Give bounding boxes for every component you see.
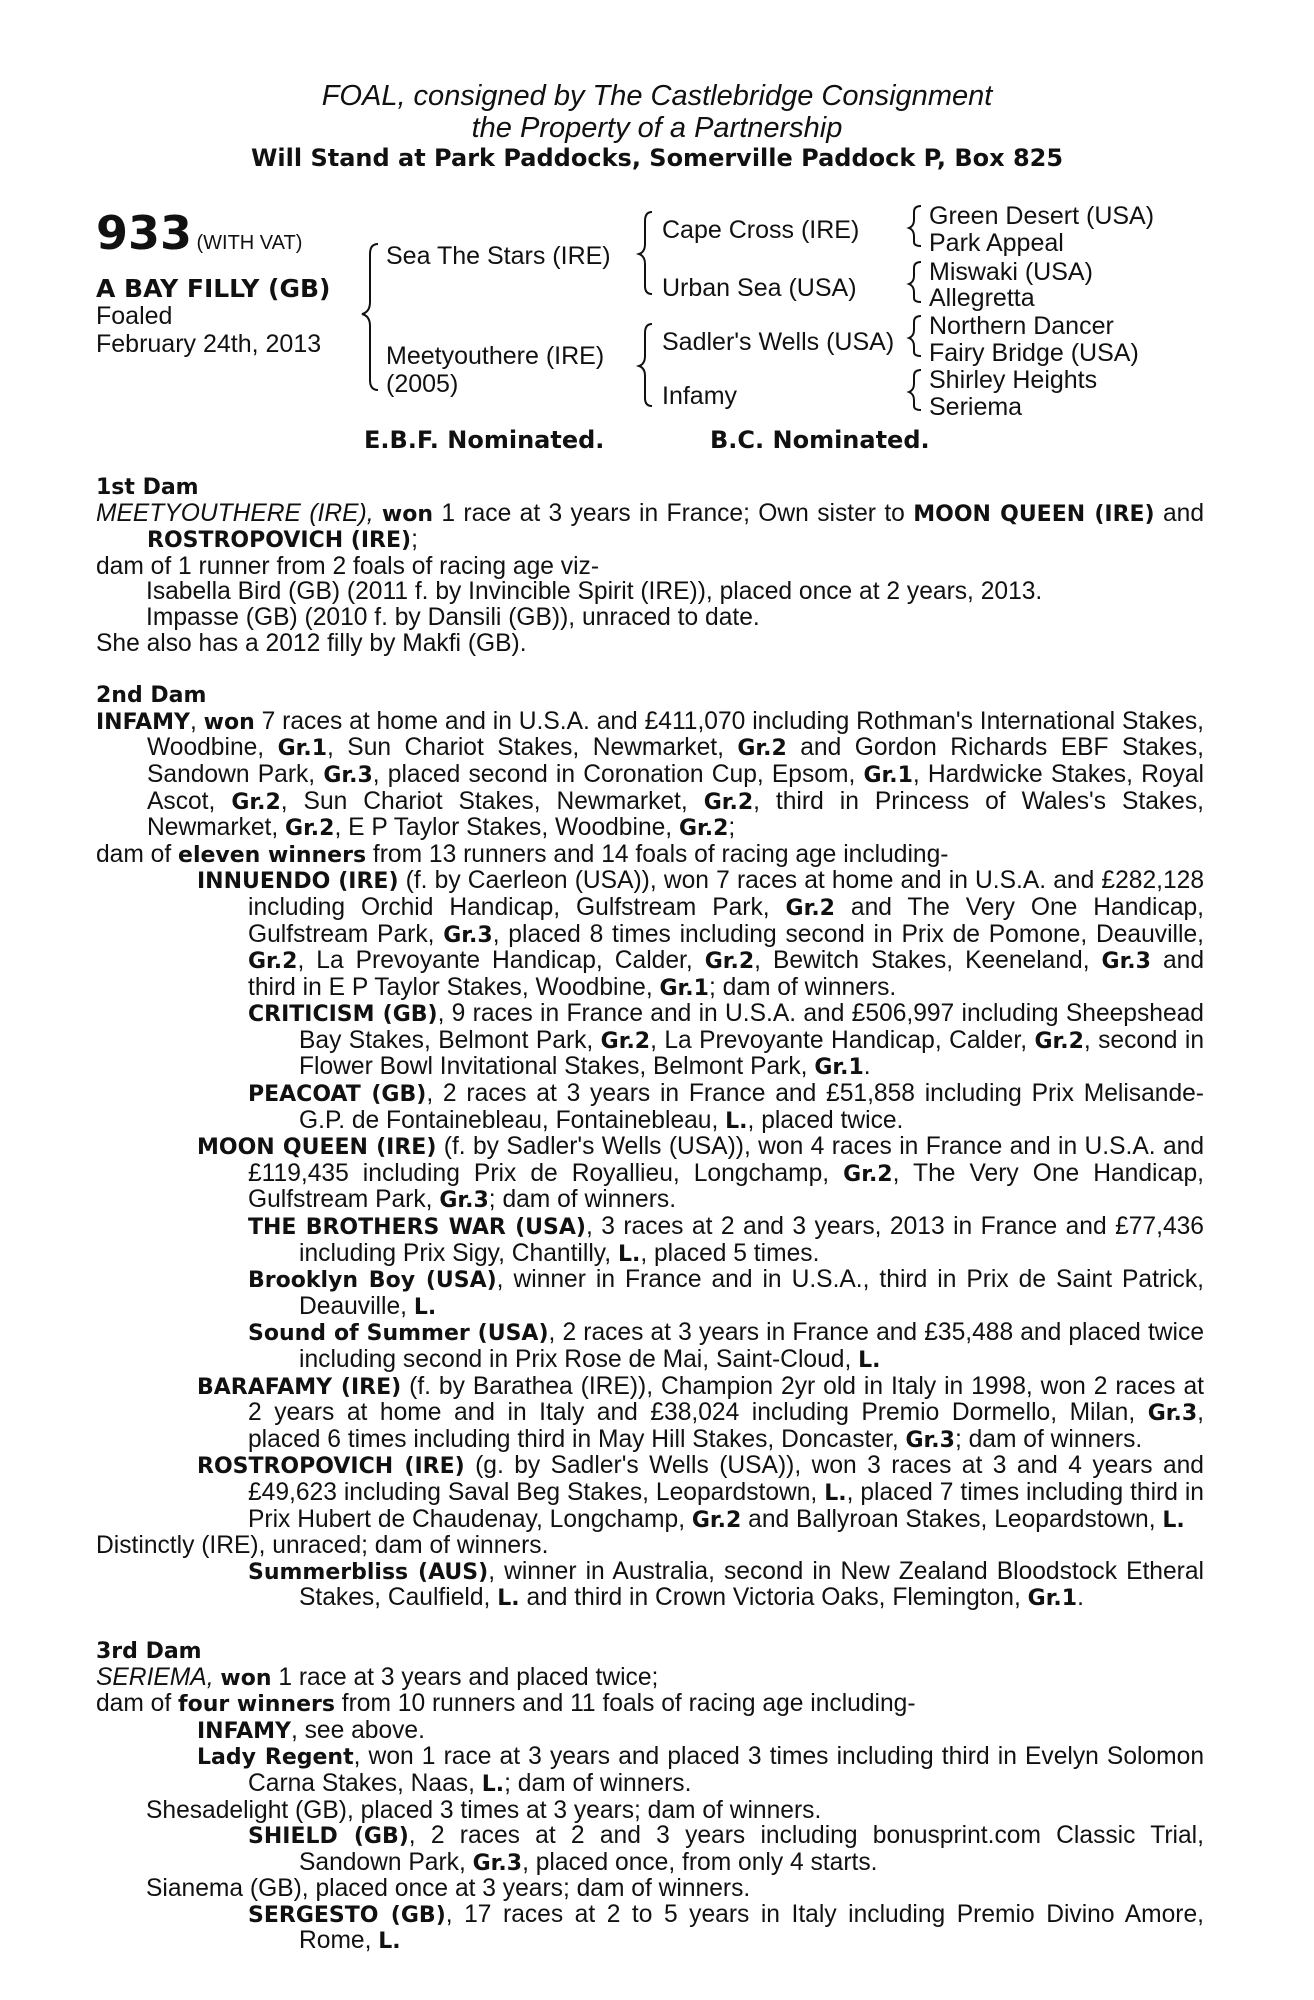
- grade: Gr.2: [231, 789, 281, 815]
- text: ; dam of winners.: [504, 1769, 692, 1797]
- produce-entry: Isabella Bird (GB) (2011 f. by Invincible Spirit (IRE)), placed once at 2 years, 2013.: [146, 578, 1043, 606]
- sire-sire-sire: Green Desert (USA): [929, 202, 1155, 230]
- won-label: won: [203, 709, 255, 735]
- listed: L.: [497, 1586, 520, 1612]
- brothers-war-record: [96, 1214, 1204, 1267]
- grade: Gr.1: [863, 762, 913, 788]
- lot-name: A BAY FILLY (GB): [96, 274, 331, 303]
- dam-dam-dam: Seriema: [929, 393, 1023, 421]
- sianema-record: Sianema (GB), placed once at 3 years; dam of winners.: [146, 1875, 751, 1903]
- barafamy-record: [96, 1374, 1204, 1454]
- produce-entry: Impasse (GB) (2010 f. by Dansili (GB)), unraced to date.: [146, 603, 760, 631]
- text: , La Prevoyante Handicap, Calder,: [297, 947, 705, 975]
- rostropovich-record: [96, 1453, 1204, 1533]
- horse-name: INFAMY: [197, 1718, 291, 1744]
- text: (f. by Sadler's Wells (USA)), won 4 races in France and in U.S.A. and £119,435 including Prix de Royallieu, Longchamp,: [248, 1133, 1204, 1187]
- won-label: won: [220, 1665, 272, 1691]
- grade: Gr.3: [323, 762, 373, 788]
- text: , Sun Chariot Stakes, Newmarket,: [327, 734, 738, 762]
- dam: Meetyouthere (IRE): [386, 342, 605, 370]
- text: dam of: [96, 840, 179, 868]
- grade: Gr.2: [737, 736, 787, 762]
- grade: Gr.3: [1101, 949, 1151, 975]
- moon-queen-record: [96, 1134, 1204, 1214]
- horse-name: SERGESTO (GB): [248, 1902, 446, 1928]
- horse-name: MOON QUEEN (IRE): [197, 1135, 437, 1161]
- sire: Sea The Stars (IRE): [386, 242, 611, 270]
- won-label: won: [381, 501, 434, 527]
- first-dam-note: She also has a 2012 filly by Makfi (GB).: [96, 629, 527, 657]
- listed: L.: [378, 1929, 401, 1955]
- grade: Gr.2: [785, 895, 835, 921]
- shield-record: [96, 1823, 1204, 1876]
- listed: L.: [858, 1348, 881, 1373]
- peacoat-record: [96, 1081, 1204, 1134]
- grade: Gr.1: [659, 975, 709, 1001]
- grade: Gr.2: [248, 949, 298, 975]
- grade: Gr.2: [704, 949, 755, 975]
- grade: Gr.3: [1147, 1401, 1198, 1427]
- grade: Gr.1: [277, 736, 328, 762]
- text: , Hardwicke Stakes, Royal Ascot,: [147, 760, 1204, 815]
- winners-count: eleven winners: [178, 842, 367, 868]
- horse-name: BARAFAMY (IRE): [197, 1374, 402, 1400]
- text: , Sun Chariot Stakes, Newmarket,: [280, 787, 704, 815]
- second-dam-heading: [96, 682, 1204, 709]
- text: (f. by Barathea (IRE)), Champion 2yr old in Italy in 1998, won 2 races at 2 years at home and in Italy and £38,024 including Premio Dormello, Milan,: [248, 1372, 1204, 1427]
- text: , placed twice.: [747, 1106, 904, 1134]
- text: , 3 races at 2 and 3 years, 2013 in France and £77,436 including Prix Sigy, Chantilly,: [299, 1213, 1204, 1267]
- text: (f. by Caerleon (USA)), won 7 races at home and in U.S.A. and £282,128 including Orchid Handicap, Gulfstream Park,: [248, 867, 1204, 921]
- grade: Gr.2: [691, 1507, 742, 1533]
- text: , Bewitch Stakes, Keeneland,: [754, 947, 1102, 975]
- lady-regent-record: [96, 1744, 1204, 1797]
- heading-text: 3rd Dam: [96, 1638, 202, 1664]
- text: from 13 runners and 14 foals of racing age including-: [366, 840, 949, 868]
- text: and Ballyroan Stakes, Leopardstown,: [741, 1505, 1163, 1533]
- text: , 17 races at 2 to 5 years in Italy including Premio Divino Amore, Rome,: [299, 1900, 1204, 1955]
- horse-name: PEACOAT (GB): [248, 1082, 427, 1108]
- text: , placed 5 times.: [640, 1239, 820, 1267]
- second-dam-produce-summary: [96, 842, 1204, 869]
- text: and: [1154, 499, 1205, 527]
- text: ;: [728, 814, 736, 842]
- text: , 9 races in France and in U.S.A. and £506,997 including Sheepshead Bay Stakes, Belmont Park,: [299, 1000, 1204, 1054]
- dam-name: SERIEMA,: [96, 1663, 214, 1691]
- listed: L.: [824, 1480, 847, 1506]
- sire-dam-sire: Miswaki (USA): [929, 258, 1093, 286]
- text: ; dam of winners.: [488, 1186, 677, 1214]
- grade: Gr.2: [843, 1161, 893, 1187]
- text: , winner in France and in U.S.A., third in Prix de Saint Patrick, Deauville,: [299, 1266, 1204, 1320]
- dam-sire: Sadler's Wells (USA): [662, 328, 895, 356]
- foaled-date: February 24th, 2013: [96, 330, 322, 358]
- distinctly-record: Distinctly (IRE), unraced; dam of winners.: [96, 1532, 549, 1560]
- dam-name: MEETYOUTHERE (IRE),: [96, 499, 374, 527]
- dam-sire-sire: Northern Dancer: [929, 312, 1114, 340]
- horse-name: Lady Regent: [197, 1745, 354, 1771]
- listed: L.: [481, 1771, 505, 1797]
- grade: Gr.2: [1034, 1028, 1084, 1054]
- sound-of-summer-record: [96, 1320, 1204, 1373]
- sire-sire: Cape Cross (IRE): [662, 216, 860, 244]
- horse-name: Brooklyn Boy (USA): [248, 1268, 497, 1294]
- winners-count: four winners: [178, 1692, 335, 1718]
- text: , placed 6 times including third in May Hill Stakes, Doncaster,: [248, 1399, 1204, 1453]
- sire-dam: Urban Sea (USA): [662, 274, 857, 302]
- dam-dam: Infamy: [662, 382, 738, 410]
- vat-note: (WITH VAT): [196, 232, 303, 254]
- text: , won 1 race at 3 years and placed 3 times including third in Evelyn Solomon Carna Stakes, Naas,: [248, 1743, 1204, 1797]
- text: , The Very One Handicap, Gulfstream Park,: [248, 1159, 1204, 1214]
- text: , placed once, from only 4 starts.: [522, 1848, 878, 1876]
- horse-name: INNUENDO (IRE): [197, 869, 399, 895]
- consignor-line: FOAL, consigned by The Castlebridge Consignment: [321, 80, 993, 112]
- text: (g. by Sadler's Wells (USA)), won 3 races at 3 and 4 years and £49,623 including Saval Beg Stakes, Leopardstown,: [248, 1452, 1204, 1506]
- sire-dam-dam: Allegretta: [929, 284, 1035, 312]
- grade: Gr.2: [285, 816, 335, 842]
- heading-text: 1st Dam: [96, 475, 199, 500]
- horse-name: MOON QUEEN (IRE): [913, 501, 1155, 527]
- listed: L.: [413, 1294, 437, 1320]
- text: , placed second in Coronation Cup, Epsom,: [372, 760, 864, 788]
- grade: Gr.2: [678, 816, 729, 842]
- text: , placed 8 times including second in Prix de Pomone, Deauville,: [492, 920, 1204, 948]
- infamy-record: INFAMY, won 7 races at home and in U.S.A. and £411,070 including Rothman's International Stakes, Woodbine, Gr.1, Sun Chariot Stakes, Newmarket, Gr.2 and Gordon Richards EBF Stakes, Sandown Park, Gr.3, placed second in Coronation Cup, Epsom, Gr.1, Hardwicke Stakes, Royal Ascot, Gr.2, Sun Chariot Stakes, Newmarket, Gr.2, third in Princess of Wales's Stakes, Newmarket, Gr.2, E P Taylor Stakes, Woodbine, Gr.2;: [96, 707, 1205, 842]
- horse-name: Summerbliss (AUS): [248, 1559, 489, 1585]
- sire-sire-dam: Park Appeal: [929, 229, 1064, 257]
- text: from 10 runners and 11 foals of racing age including-: [334, 1690, 916, 1718]
- text: , third in Princess of Wales's Stakes, Newmarket,: [147, 787, 1204, 842]
- catalogue-body: [96, 474, 1204, 1955]
- listed: L.: [1162, 1507, 1185, 1533]
- grade: Gr.3: [905, 1427, 955, 1453]
- text: .: [1077, 1584, 1084, 1612]
- listed: L.: [617, 1241, 641, 1267]
- text: 1 race at 3 years and placed twice;: [271, 1663, 659, 1691]
- text: , second in Flower Bowl Invitational Stakes, Belmont Park,: [299, 1026, 1204, 1081]
- dam-year: (2005): [386, 370, 459, 398]
- horse-name: SHIELD (GB): [248, 1824, 409, 1850]
- text: , placed 7 times including third in Prix Hubert de Chaudenay, Longchamp,: [248, 1478, 1204, 1533]
- listed: L.: [725, 1108, 748, 1134]
- text: and third in Crown Victoria Oaks, Flemington,: [519, 1584, 1028, 1612]
- foaled-label: Foaled: [96, 302, 173, 330]
- text: ; dam of winners.: [708, 973, 897, 1001]
- sergesto-record: [96, 1902, 1204, 1955]
- text: 7 races at home and in U.S.A. and £411,070 including Rothman's International Stakes, Woodbine,: [147, 707, 1205, 762]
- grade: Gr.1: [1027, 1586, 1078, 1612]
- horse-name: Sound of Summer (USA): [248, 1321, 549, 1347]
- ebf-nominated: E.B.F. Nominated.: [364, 426, 605, 454]
- text: ;: [411, 526, 418, 554]
- horse-name: INFAMY: [96, 709, 190, 735]
- grade: Gr.2: [703, 789, 754, 815]
- text: dam of: [96, 1690, 179, 1718]
- text: and The Very One Handicap, Gulfstream Park,: [248, 893, 1205, 948]
- horse-name: ROSTROPOVICH (IRE): [147, 528, 412, 554]
- text: and third in E P Taylor Stakes, Woodbine,: [248, 947, 1204, 1001]
- dam-dam-sire: Shirley Heights: [929, 366, 1098, 394]
- first-dam-heading: [96, 474, 1204, 501]
- summerbliss-record: [96, 1559, 1204, 1612]
- shesadelight-record: Shesadelight (GB), placed 3 times at 3 years; dam of winners.: [146, 1796, 822, 1824]
- brooklyn-boy-record: [96, 1267, 1204, 1320]
- grade: Gr.3: [472, 1850, 523, 1876]
- stand-location: Will Stand at Park Paddocks, Somerville Paddock P, Box 825: [250, 144, 1064, 172]
- text: , 2 races at 2 and 3 years including bonusprint.com Classic Trial, Sandown Park,: [299, 1822, 1204, 1876]
- text: , 2 races at 3 years in France and £35,488 and placed twice including second in Prix Rose de Mai, Saint-Cloud,: [299, 1319, 1204, 1373]
- criticism-record: [96, 1001, 1204, 1081]
- grade: Gr.2: [600, 1028, 651, 1054]
- horse-name: CRITICISM (GB): [248, 1002, 438, 1028]
- text: ; dam of winners.: [954, 1425, 1143, 1453]
- property-line: the Property of a Partnership: [471, 112, 843, 144]
- horse-name: THE BROTHERS WAR (USA): [248, 1215, 586, 1241]
- grade: Gr.3: [443, 922, 493, 948]
- text: 1 race at 3 years in France; Own sister to: [433, 499, 914, 527]
- text: , see above.: [290, 1716, 425, 1744]
- innuendo-record: [96, 868, 1204, 1001]
- lot-number: 933: [96, 206, 193, 260]
- first-dam-record: [96, 501, 1204, 554]
- text: .: [863, 1053, 871, 1081]
- infamy-ref: [96, 1718, 1204, 1745]
- heading-text: 2nd Dam: [96, 683, 207, 709]
- third-dam-heading: [96, 1638, 1204, 1665]
- dam-sire-dam: Fairy Bridge (USA): [929, 339, 1139, 367]
- text: , winner in Australia, second in New Zealand Bloodstock Etheral Stakes, Caulfield,: [299, 1557, 1204, 1612]
- grade: Gr.1: [814, 1055, 864, 1081]
- third-dam-produce-summary: [96, 1691, 1204, 1718]
- bc-nominated: B.C. Nominated.: [710, 426, 930, 454]
- text: , E P Taylor Stakes, Woodbine,: [334, 814, 679, 842]
- horse-name: ROSTROPOVICH (IRE): [197, 1454, 465, 1480]
- grade: Gr.3: [439, 1188, 489, 1214]
- text: , 2 races at 3 years in France and £51,858 including Prix Melisande-G.P. de Fontainebleau, Fontainebleau,: [299, 1080, 1204, 1134]
- seriema-record: [96, 1665, 1204, 1692]
- text: , La Prevoyante Handicap, Calder,: [650, 1026, 1035, 1054]
- first-dam-produce-summary: dam of 1 runner from 2 foals of racing age viz-: [96, 552, 600, 580]
- text: and Gordon Richards EBF Stakes, Sandown Park,: [147, 734, 1204, 788]
